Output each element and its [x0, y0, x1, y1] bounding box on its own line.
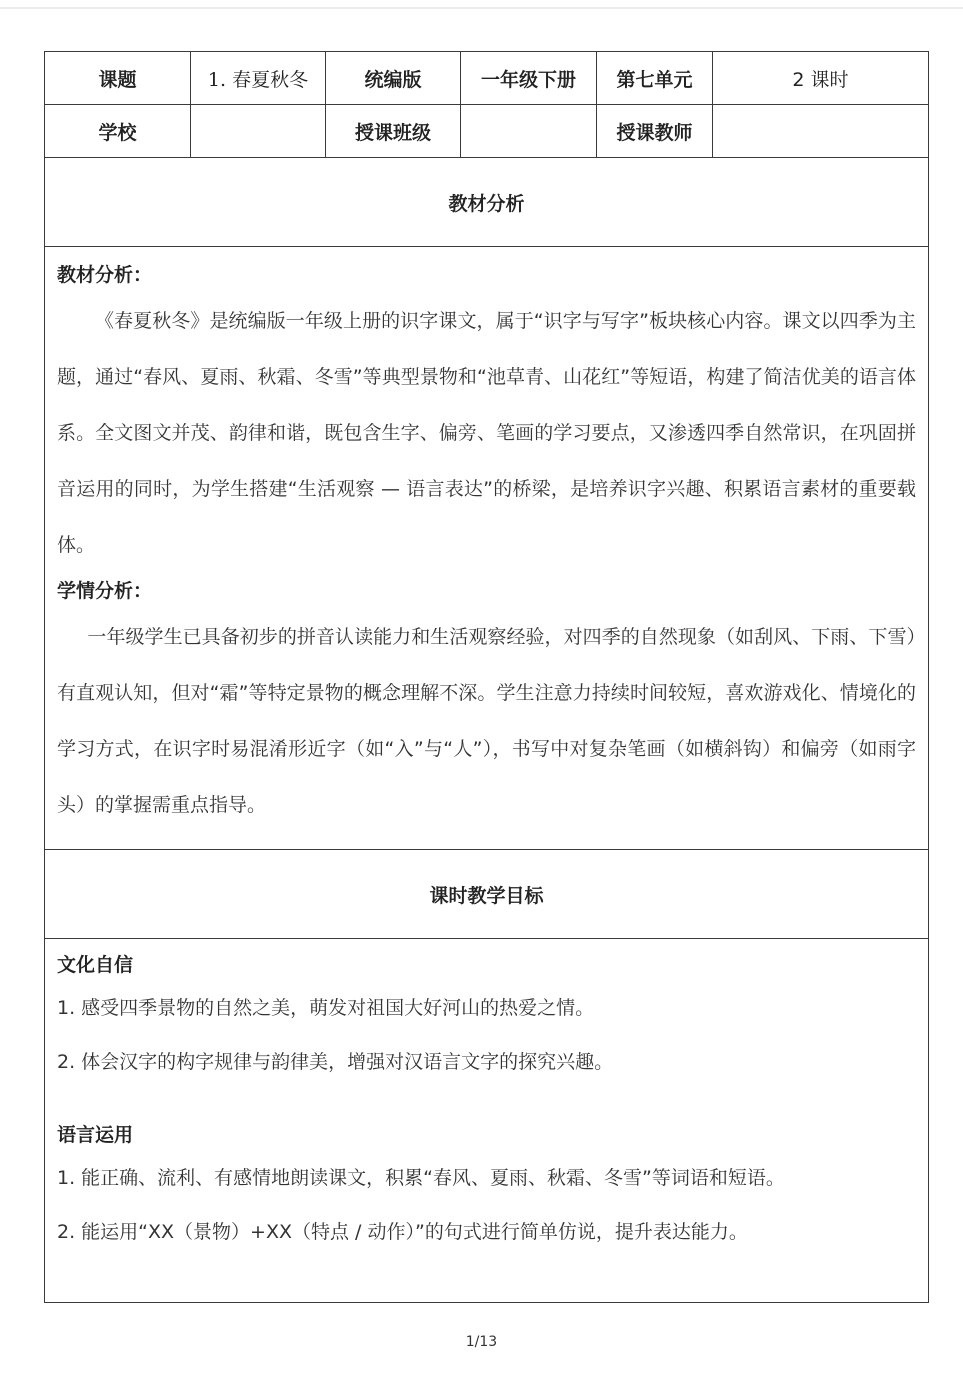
student-analysis-heading: 学情分析： — [57, 580, 153, 602]
school-value — [191, 105, 326, 158]
label-teacher: 授课教师 — [597, 105, 713, 158]
textbook-analysis-heading: 教材分析： — [57, 264, 153, 286]
section-title-row — [45, 850, 929, 939]
analysis-content-row — [45, 247, 929, 850]
goal-culture-title: 文化自信 — [57, 954, 134, 976]
goal-culture-item: 1. 感受四季景物的自然之美，萌发对祖国大好河山的热爱之情。 — [57, 997, 595, 1019]
section-title-row — [45, 158, 929, 247]
header-row-2 — [45, 105, 929, 158]
class-value — [461, 105, 597, 158]
goals-content-row — [45, 939, 929, 1303]
edition: 统编版 — [326, 52, 461, 105]
goal-language-item: 1. 能正确、流利、有感情地朗读课文，积累“春风、夏雨、秋霜、冬雪”等词语和短语。 — [57, 1167, 785, 1189]
student-analysis-paragraph: 一年级学生已具备初步的拼音认读能力和生活观察经验，对四季的自然现象（如刮风、下雨、下雪）有直观认知，但对“霜”等特定景物的概念理解不深。学生注意力持续时间较短，喜欢游戏化、情境化的学习方式，在识字时易混淆形近字（如“入”与“人”），书写中对复杂笔画（如横斜钩）和偏旁（如雨字头）的掌握需重点指导。 — [57, 626, 916, 816]
goal-language-item: 2. 能运用“XX（景物）+XX（特点 / 动作）”的句式进行简单仿说，提升表达能力。 — [57, 1221, 748, 1243]
goal-culture-item: 2. 体会汉字的构字规律与韵律美，增强对汉语言文字的探究兴趣。 — [57, 1051, 614, 1073]
grade: 一年级下册 — [461, 52, 597, 105]
section-title-analysis: 教材分析 — [45, 158, 929, 247]
goals-content — [45, 939, 929, 1303]
label-class: 授课班级 — [326, 105, 461, 158]
header-row-1 — [45, 52, 929, 105]
teacher-value — [713, 105, 929, 158]
label-school: 学校 — [45, 105, 191, 158]
label-topic: 课题 — [45, 52, 191, 105]
topic-value: 1. 春夏秋冬 — [191, 52, 326, 105]
analysis-content — [45, 247, 929, 850]
section-title-goals: 课时教学目标 — [45, 850, 929, 939]
goal-language-title: 语言运用 — [57, 1124, 134, 1146]
textbook-analysis-paragraph: 《春夏秋冬》是统编版一年级上册的识字课文，属于“识字与写字”板块核心内容。课文以四季为主题，通过“春风、夏雨、秋霜、冬雪”等典型景物和“池草青、山花红”等短语，构建了简洁优美的语言体系。全文图文并茂、韵律和谐，既包含生字、偏旁、笔画的学习要点，又渗透四季自然常识，在巩固拼音运用的同时，为学生搭建“生活观察 — 语言表达”的桥梁，是培养识字兴趣、积累语言素材的重要载体。 — [57, 310, 916, 556]
lesson-hours: 2 课时 — [713, 52, 929, 105]
page-number: 1/13 — [465, 1334, 498, 1350]
spacer — [57, 1089, 916, 1119]
lesson-plan-table — [44, 51, 929, 1303]
top-divider — [0, 7, 963, 9]
unit: 第七单元 — [597, 52, 713, 105]
